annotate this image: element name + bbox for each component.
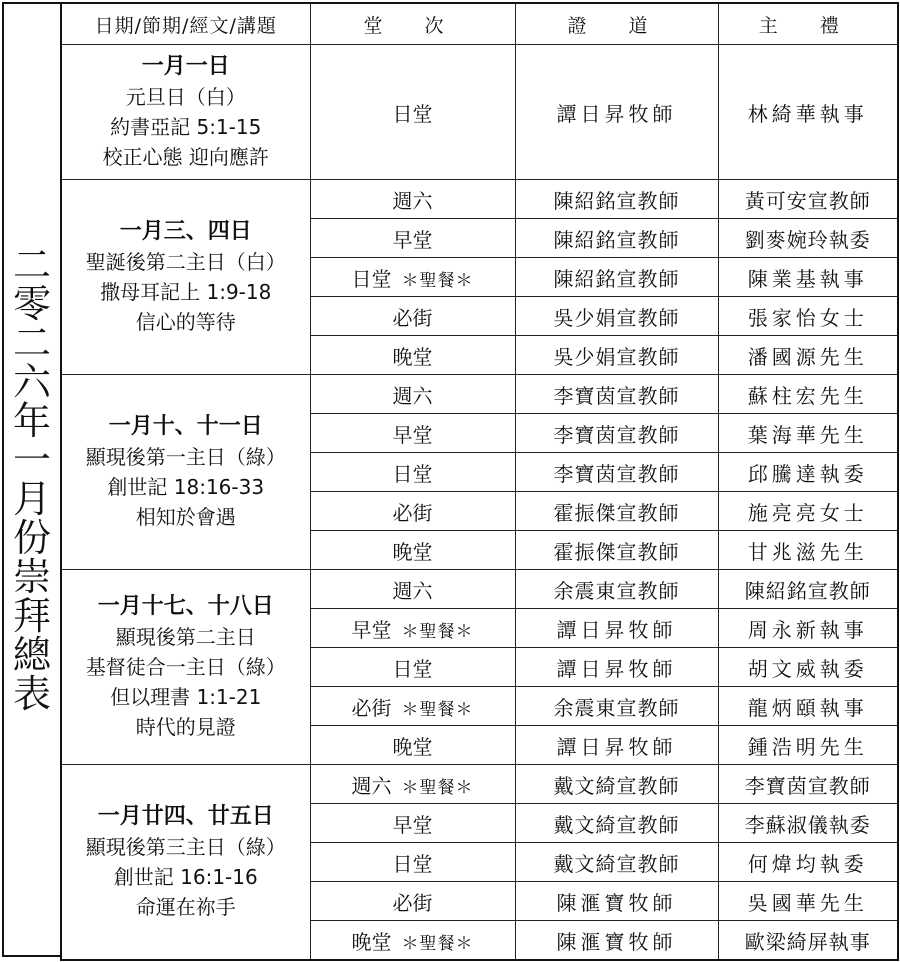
date-info-cell	[61, 765, 310, 961]
service-name: 早堂	[392, 812, 433, 837]
date-info-cell	[61, 180, 310, 375]
schedule-body	[61, 45, 898, 961]
title-char: 總	[12, 632, 51, 677]
service-cell	[310, 765, 515, 804]
service-name: 週六	[351, 773, 392, 798]
service-name: 必街	[392, 500, 433, 525]
title-char: 份	[12, 515, 51, 560]
preacher-cell: 譚日昇牧師	[515, 648, 718, 687]
liturgist-cell: 黃可安宣教師	[718, 180, 898, 219]
title-char: 零	[12, 281, 51, 326]
liturgist-cell: 潘國源先生	[718, 336, 898, 375]
preacher-cell: 余震東宣教師	[515, 570, 718, 609]
service-name: 晚堂	[351, 929, 392, 954]
service-cell	[310, 609, 515, 648]
preacher-cell: 譚日昇牧師	[515, 609, 718, 648]
service-cell	[310, 921, 515, 961]
title-char: 二	[12, 242, 51, 287]
info-line: 基督徒合一主日（綠）	[85, 655, 286, 679]
service-cell	[310, 531, 515, 570]
liturgist-cell: 林綺華執事	[718, 45, 898, 180]
service-name: 必街	[351, 695, 392, 720]
liturgist-cell: 甘兆滋先生	[718, 531, 898, 570]
service-name: 週六	[392, 188, 433, 213]
service-name: 晚堂	[392, 344, 433, 369]
date-info-cell	[61, 570, 310, 765]
info-line: 顯現後第三主日（綠）	[85, 835, 286, 859]
liturgist-cell: 蘇柱宏先生	[718, 375, 898, 414]
date-label: 一月廿四、廿五日	[97, 804, 274, 829]
service-name: 早堂	[392, 422, 433, 447]
service-cell	[310, 297, 515, 336]
date-label: 一月十七、十八日	[97, 594, 274, 619]
preacher-cell: 霍振傑宣教師	[515, 531, 718, 570]
table-row	[61, 375, 898, 414]
preacher-cell: 譚日昇牧師	[515, 726, 718, 765]
header-preacher: 證 道	[515, 3, 718, 45]
table-row	[61, 570, 898, 609]
service-name: 日堂	[392, 101, 433, 126]
info-line: 但以理書 1:1-21	[110, 685, 262, 709]
preacher-cell: 戴文綺宣教師	[515, 804, 718, 843]
service-name: 日堂	[351, 266, 392, 291]
table-row	[61, 45, 898, 180]
info-line: 創世記 18:16-33	[107, 475, 265, 499]
header-service: 堂 次	[310, 3, 515, 45]
service-cell	[310, 843, 515, 882]
service-name: 日堂	[392, 656, 433, 681]
liturgist-cell: 陳紹銘宣教師	[718, 570, 898, 609]
header-row	[61, 3, 898, 45]
communion-marker: ＊聖餐＊	[401, 777, 474, 798]
service-name: 早堂	[351, 617, 392, 642]
title-char: 年	[12, 398, 51, 443]
title-char: 一	[12, 437, 51, 482]
preacher-cell: 陳紹銘宣教師	[515, 180, 718, 219]
header-date: 日期/節期/經文/講題	[61, 3, 310, 45]
date-info-cell	[61, 375, 310, 570]
service-name: 日堂	[392, 461, 433, 486]
service-cell	[310, 414, 515, 453]
liturgist-cell: 李蘇淑儀執委	[718, 804, 898, 843]
info-line: 相知於會遇	[135, 505, 236, 529]
preacher-cell: 陳紹銘宣教師	[515, 258, 718, 297]
liturgist-cell: 葉海華先生	[718, 414, 898, 453]
service-name: 晚堂	[392, 539, 433, 564]
service-cell	[310, 882, 515, 921]
info-line: 信心的等待	[135, 310, 236, 334]
title-char: 拜	[12, 593, 51, 638]
info-line: 創世記 16:1-16	[113, 865, 258, 889]
service-cell	[310, 45, 515, 180]
info-line: 約書亞記 5:1-15	[110, 115, 262, 139]
info-line: 撒母耳記上 1:9-18	[100, 280, 272, 304]
title-char: 月	[12, 476, 51, 521]
preacher-cell: 余震東宣教師	[515, 687, 718, 726]
service-cell	[310, 726, 515, 765]
service-name: 必街	[392, 305, 433, 330]
info-line: 命運在祢手	[135, 895, 236, 919]
date-label: 一月十、十一日	[108, 414, 263, 439]
liturgist-cell: 李寶茵宣教師	[718, 765, 898, 804]
title-char: 六	[12, 359, 51, 404]
preacher-cell: 戴文綺宣教師	[515, 765, 718, 804]
vertical-title	[2, 2, 60, 957]
communion-marker: ＊聖餐＊	[401, 699, 474, 720]
service-name: 晚堂	[392, 734, 433, 759]
liturgist-cell: 劉麥婉玲執委	[718, 219, 898, 258]
title-char: 崇	[12, 554, 51, 599]
liturgist-cell: 龍炳頤執事	[718, 687, 898, 726]
preacher-cell: 李寶茵宣教師	[515, 414, 718, 453]
liturgist-cell: 胡文威執委	[718, 648, 898, 687]
preacher-cell: 陳滙寶牧師	[515, 921, 718, 961]
communion-marker: ＊聖餐＊	[401, 621, 474, 642]
header-liturgist: 主 禮	[718, 3, 898, 45]
communion-marker: ＊聖餐＊	[401, 270, 474, 291]
service-name: 早堂	[392, 227, 433, 252]
service-cell	[310, 375, 515, 414]
info-line: 顯現後第一主日（綠）	[85, 445, 286, 469]
service-name: 日堂	[392, 851, 433, 876]
table-row	[61, 765, 898, 804]
date-label: 一月一日	[141, 54, 230, 79]
service-name: 週六	[392, 383, 433, 408]
info-line: 時代的見證	[135, 715, 236, 739]
info-line: 校正心態 迎向應許	[102, 145, 269, 169]
title-char: 表	[12, 671, 51, 716]
preacher-cell: 李寶茵宣教師	[515, 453, 718, 492]
preacher-cell: 吳少娟宣教師	[515, 297, 718, 336]
service-cell	[310, 336, 515, 375]
service-cell	[310, 804, 515, 843]
preacher-cell: 李寶茵宣教師	[515, 375, 718, 414]
preacher-cell: 吳少娟宣教師	[515, 336, 718, 375]
service-name: 必街	[392, 890, 433, 915]
liturgist-cell: 施亮亮女士	[718, 492, 898, 531]
info-line: 元旦日（白）	[125, 85, 246, 109]
liturgist-cell: 張家怡女士	[718, 297, 898, 336]
service-cell	[310, 180, 515, 219]
liturgist-cell: 陳業基執事	[718, 258, 898, 297]
preacher-cell: 陳紹銘宣教師	[515, 219, 718, 258]
service-name: 週六	[392, 578, 433, 603]
service-cell	[310, 258, 515, 297]
liturgist-cell: 吳國華先生	[718, 882, 898, 921]
worship-schedule-table	[60, 2, 899, 961]
preacher-cell: 陳滙寶牧師	[515, 882, 718, 921]
preacher-cell: 霍振傑宣教師	[515, 492, 718, 531]
preacher-cell: 譚日昇牧師	[515, 45, 718, 180]
liturgist-cell: 何煒均執委	[718, 843, 898, 882]
liturgist-cell: 邱騰達執委	[718, 453, 898, 492]
service-cell	[310, 492, 515, 531]
service-cell	[310, 648, 515, 687]
service-cell	[310, 453, 515, 492]
table-row	[61, 180, 898, 219]
service-cell	[310, 570, 515, 609]
date-label: 一月三、四日	[119, 219, 252, 244]
preacher-cell: 戴文綺宣教師	[515, 843, 718, 882]
liturgist-cell: 歐梁綺屏執事	[718, 921, 898, 961]
info-line: 聖誕後第二主日（白）	[85, 250, 286, 274]
service-cell	[310, 687, 515, 726]
info-line: 顯現後第二主日	[115, 625, 256, 649]
service-cell	[310, 219, 515, 258]
date-info-cell	[61, 45, 310, 180]
communion-marker: ＊聖餐＊	[401, 933, 474, 954]
liturgist-cell: 周永新執事	[718, 609, 898, 648]
title-char: 二	[12, 320, 51, 365]
liturgist-cell: 鍾浩明先生	[718, 726, 898, 765]
